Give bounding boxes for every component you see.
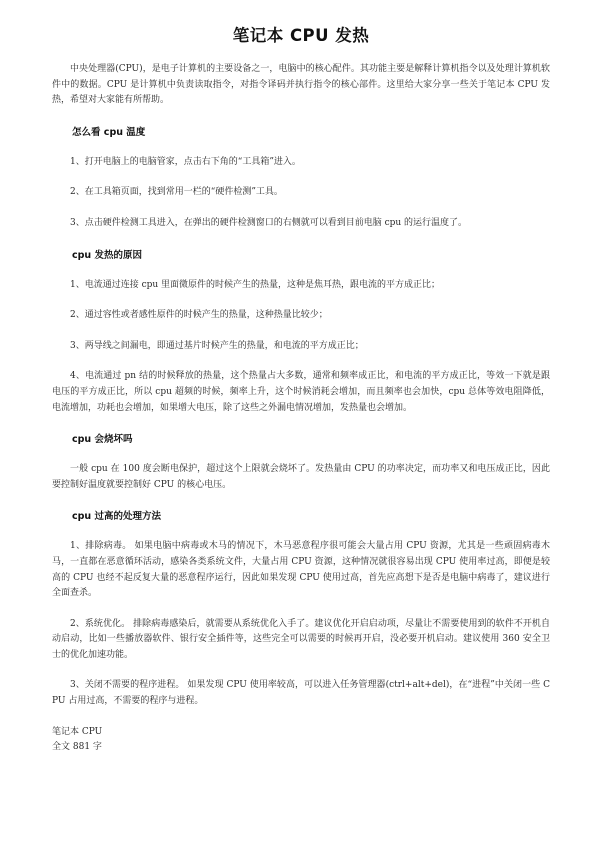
list-item: 3、点击硬件检测工具进入，在弹出的硬件检测窗口的右侧就可以看到目前电脑 cpu 的运行温度了。 [70, 217, 468, 228]
page-title: 笔记本 CPU 发热 [232, 26, 370, 45]
section-cpu-burnout [52, 433, 550, 493]
list-item: 一般 cpu 在 100 度会断电保护，超过这个上限就会烧坏了。发热量由 CPU 的功率决定，而功率又和电压成正比，因此要控制好温度就要控制好 CPU 的核心电压。 [52, 464, 550, 490]
footer-label: 笔记本 CPU [52, 726, 103, 737]
list-item: 3、两导线之间漏电，即通过基片时候产生的热量，和电流的平方成正比； [70, 340, 364, 351]
list-item: 2、系统优化。 排除病毒感染后，就需要从系统优化入手了。建议优化开启启动项，尽量让不需要使用到的软件不开机自动启动，比如一些播放器软件、银行安全插件等，这些完全可以需要的时候再开启，没必要开机启动。建议使用 360 安全卫士的优化加速功能。 [52, 618, 550, 660]
section-cpu-temperature [52, 126, 550, 232]
list-item: 2、在工具箱页面，找到常用一栏的“硬件检测”工具。 [70, 187, 283, 198]
section-cpu-heat-causes [52, 249, 550, 417]
section-heading: 怎么看 cpu 温度 [72, 126, 146, 138]
list-item: 4、电流通过 pn 结的时候释放的热量，这个热量占大多数，通常和频率成正比，和电流的平方成正比，等效一下就是跟电压的平方成正比，所以 cpu 超频的时候，频率上升，这个时候消耗会增加，而且频率也会加快，cpu 总体等效电阻降低，电流增加，功耗也会增加，如果增大电压，除了这些之外漏电情况增加，发热量也会增加。 [52, 371, 550, 413]
list-item: 1、排除病毒。 如果电脑中病毒或木马的情况下，木马恶意程序很可能会大量占用 CPU 资源，尤其是一些顽固病毒木马，一直都在恶意循环活动，感染各类系统文件，大量占用 CPU 资源，这种情况就很容易出现 CPU 使用率过高，即便是较高的 CPU 也经不起反复大量的恶意程序运行，因此如果发现 CPU 使用过高，首先应高想下是否是电脑中病毒了，建议进行全面查杀。 [52, 541, 550, 599]
list-item: 2、通过容性或者感性原件的时候产生的热量，这种热量比较少； [70, 310, 328, 321]
document-footer [52, 725, 550, 755]
section-heading: cpu 过高的处理方法 [72, 511, 162, 523]
intro-paragraph: 中央处理器(CPU)，是电子计算机的主要设备之一，电脑中的核心配件。其功能主要是解释计算机指令以及处理计算机软件中的数据。CPU 是计算机中负责读取指令，对指令译码并执行指令的核心部件。这里给大家分享一些关于笔记本 CPU 发热，希望对大家能有所帮助。 [52, 64, 550, 106]
section-heading: cpu 会烧坏吗 [72, 434, 133, 446]
section-cpu-high-solutions [52, 510, 550, 709]
word-count: 全文 881 字 [52, 741, 102, 752]
list-item: 1、打开电脑上的电脑管家，点击右下角的“工具箱”进入。 [70, 156, 301, 167]
list-item: 3、关闭不需要的程序进程。 如果发现 CPU 使用率较高，可以进入任务管理器(ctrl+alt+del)，在“进程”中关闭一些 CPU 占用过高，不需要的程序与进程。 [52, 680, 550, 707]
list-item: 1、电流通过连接 cpu 里面微原件的时候产生的热量，这种是焦耳热，跟电流的平方成正比； [70, 279, 441, 290]
section-heading: cpu 发热的原因 [72, 249, 143, 261]
